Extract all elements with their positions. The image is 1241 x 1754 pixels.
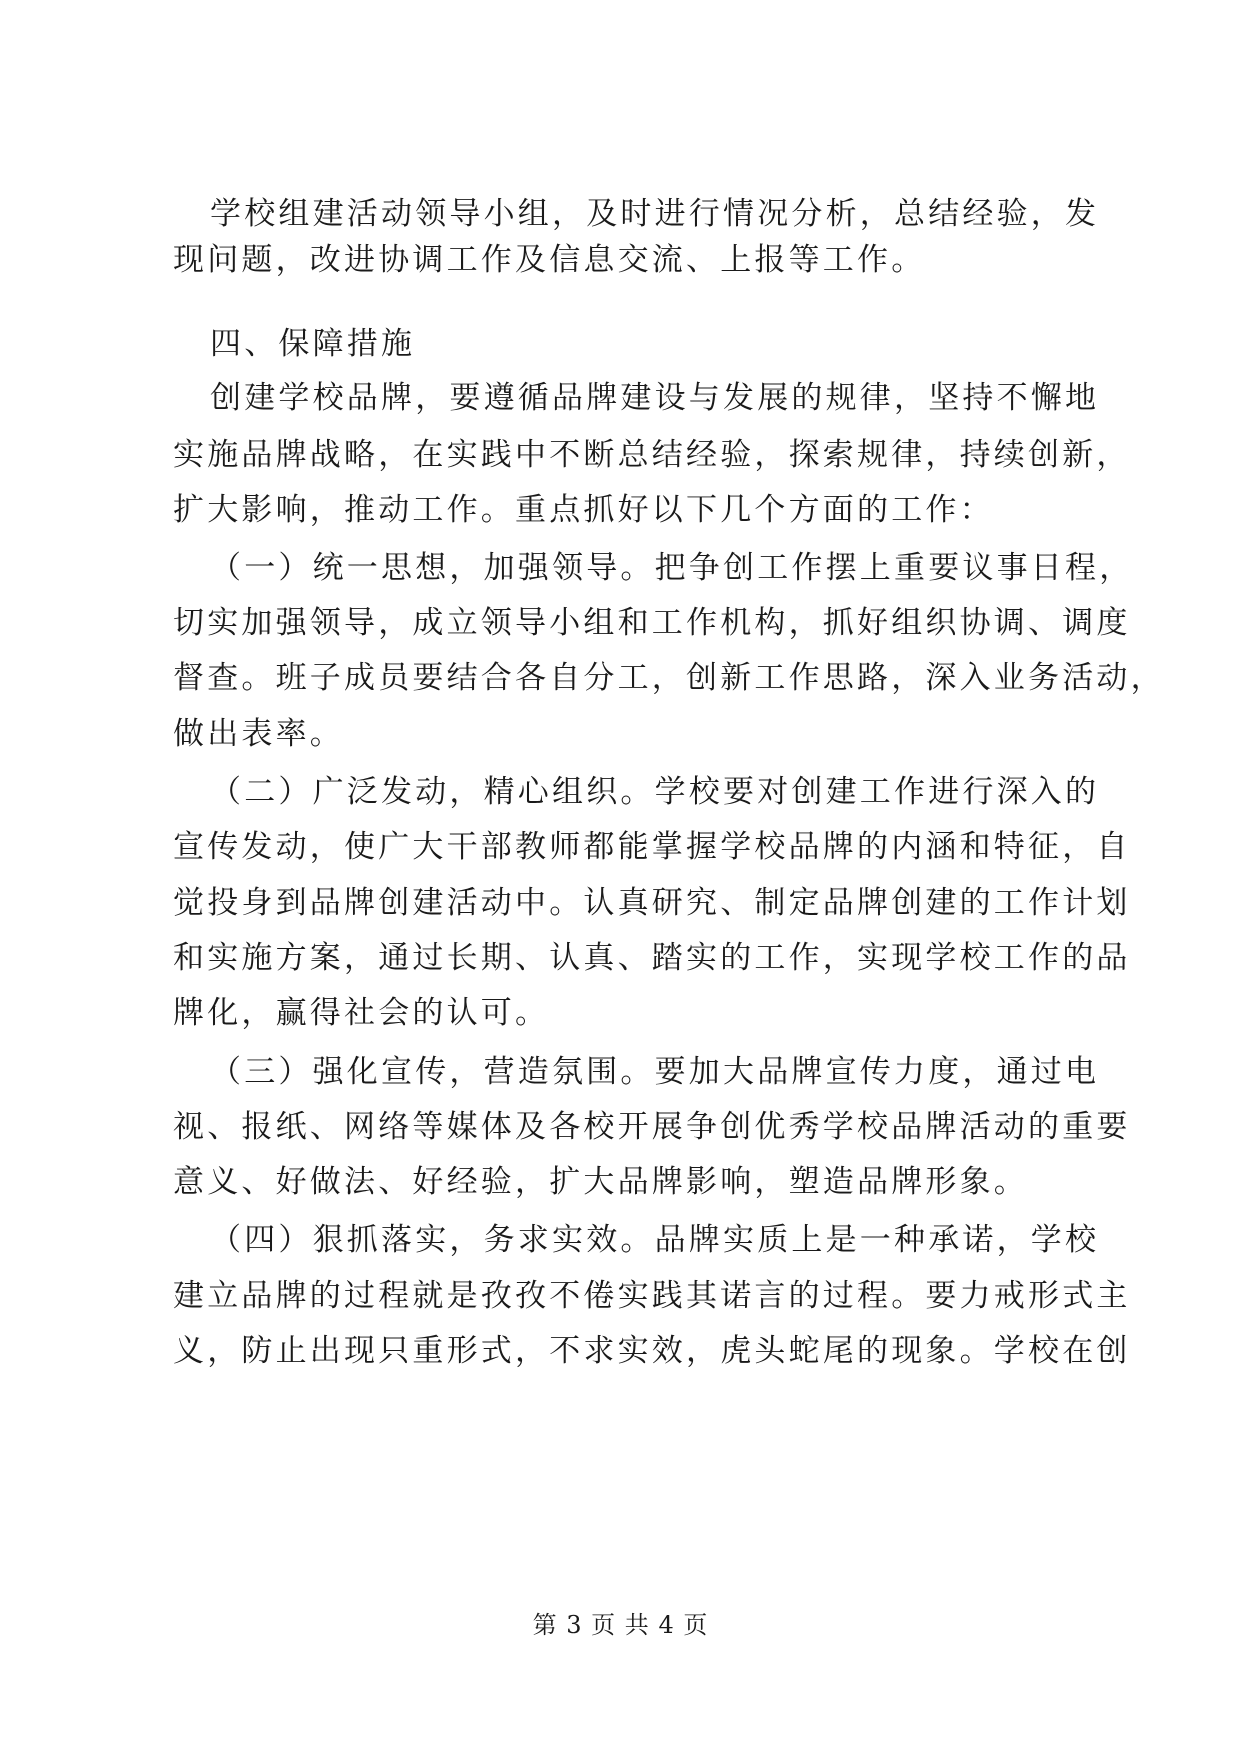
text-line: （一）统一思想，加强领导。把争创工作摆上重要议事日程， xyxy=(210,550,1134,586)
page-number-footer: 第 3 页 共 4 页 xyxy=(532,1611,709,1639)
text-line: 现问题，改进协调工作及信息交流、上报等工作。 xyxy=(173,242,926,278)
text-line: （二）广泛发动，精心组织。学校要对创建工作进行深入的 xyxy=(210,774,1100,810)
text-line: 学校组建活动领导小组，及时进行情况分析，总结经验，发 xyxy=(210,196,1100,232)
text-line: 宣传发动，使广大干部教师都能掌握学校品牌的内涵和特征，自 xyxy=(173,829,1131,865)
text-line: 建立品牌的过程就是孜孜不倦实践其诺言的过程。要力戒形式主 xyxy=(173,1278,1131,1314)
text-line: 做出表率。 xyxy=(173,716,344,752)
text-line: 牌化，赢得社会的认可。 xyxy=(173,995,550,1031)
text-line: （三）强化宣传，营造氛围。要加大品牌宣传力度，通过电 xyxy=(210,1054,1100,1090)
text-line: 意义、好做法、好经验，扩大品牌影响，塑造品牌形象。 xyxy=(173,1164,1028,1200)
text-line: 实施品牌战略，在实践中不断总结经验，探索规律，持续创新， xyxy=(173,437,1131,473)
text-line: （四）狠抓落实，务求实效。品牌实质上是一种承诺，学校 xyxy=(210,1222,1100,1258)
text-line: 扩大影响，推动工作。重点抓好以下几个方面的工作： xyxy=(173,492,994,528)
text-line: 视、报纸、网络等媒体及各校开展争创优秀学校品牌活动的重要 xyxy=(173,1109,1131,1145)
text-line: 义，防止出现只重形式，不求实效，虎头蛇尾的现象。学校在创 xyxy=(173,1333,1131,1369)
text-line: 觉投身到品牌创建活动中。认真研究、制定品牌创建的工作计划 xyxy=(173,885,1131,921)
text-line: 切实加强领导，成立领导小组和工作机构，抓好组织协调、调度 xyxy=(173,605,1131,641)
section-heading: 四、保障措施 xyxy=(210,326,416,362)
text-line: 创建学校品牌，要遵循品牌建设与发展的规律，坚持不懈地 xyxy=(210,380,1100,416)
text-line: 和实施方案，通过长期、认真、踏实的工作，实现学校工作的品 xyxy=(173,940,1131,976)
text-line: 督查。班子成员要结合各自分工，创新工作思路，深入业务活动， xyxy=(173,660,1165,696)
